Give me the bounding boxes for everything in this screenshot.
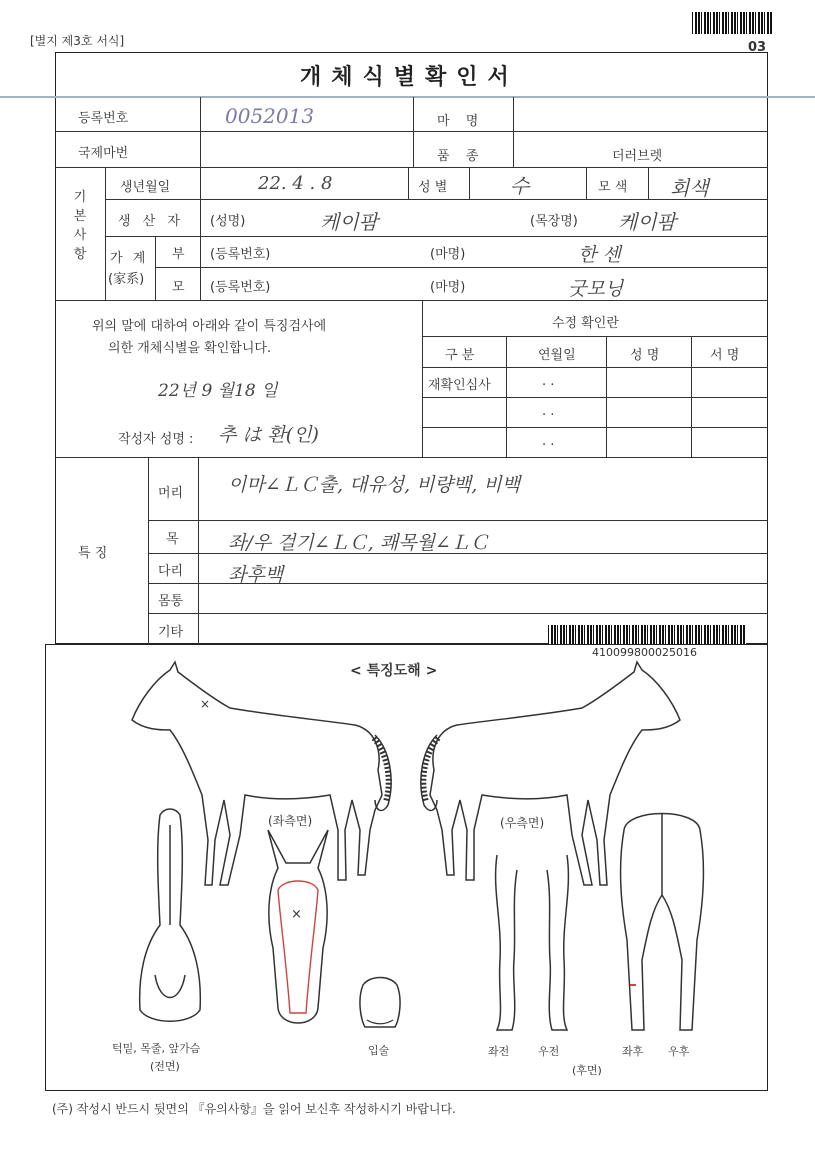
- sire-name-value: 한 센: [578, 244, 621, 266]
- head-features-value: 이마∠ＬＣ출, 대유성, 비량백, 비백: [228, 474, 521, 496]
- front-view-caption: (전면): [150, 1060, 180, 1073]
- horse-lip-icon: [355, 975, 405, 1035]
- form-number: [별지 제3호 서식]: [30, 34, 125, 48]
- leg-label: 다리: [158, 564, 184, 579]
- farm-value: 케이팜: [618, 210, 676, 234]
- neck-features-value: 좌/우 걸기∠ＬＣ, 쾌목월∠ＬＣ: [228, 532, 489, 554]
- intl-no-label: 국제마번: [78, 146, 129, 161]
- other-label: 기타: [158, 625, 184, 640]
- dam-reg-label: (등록번호): [210, 280, 271, 295]
- revision-title: 수정 확인란: [552, 316, 619, 331]
- farm-label: (목장명): [530, 214, 578, 229]
- reg-no-label: 등록번호: [78, 111, 129, 126]
- recheck-row-label: 재확인심사: [428, 378, 491, 393]
- front-caption: 턱밑, 목줄, 앞가슴: [112, 1042, 201, 1055]
- features-barcode: [548, 625, 746, 645]
- leg-features-value: 좌후백: [228, 564, 284, 586]
- lineage-hanja: (家系): [108, 272, 145, 287]
- top-barcode: [692, 12, 772, 34]
- sex-value: 수: [510, 174, 530, 198]
- recheck-date-1: . .: [542, 374, 555, 389]
- owner-name-label: (성명): [210, 214, 246, 229]
- dam-name-label: (마명): [430, 280, 466, 295]
- fore-left-caption: 좌전: [488, 1045, 510, 1058]
- sire-reg-label: (등록번호): [210, 247, 271, 262]
- writer-label: 작성자 성명 :: [118, 432, 194, 447]
- scan-line: [0, 96, 815, 98]
- col-type: 구 분: [445, 348, 475, 363]
- birth-label: 생년월일: [120, 180, 171, 195]
- horse-face-icon: [258, 828, 338, 1038]
- footer-note: (주) 작성시 반드시 뒷면의 『유의사항』을 읽어 보신후 작성하시기 바랍니다.: [52, 1102, 456, 1116]
- barcode-number: 410099800025016: [592, 646, 697, 659]
- color-value: 회색: [670, 176, 709, 200]
- neck-label: 목: [166, 532, 179, 547]
- recheck-date-3: . .: [542, 434, 555, 449]
- diagram-title: < 특징도해 >: [350, 663, 438, 679]
- lip-caption: 입술: [368, 1044, 390, 1057]
- sire-name-label: (마명): [430, 247, 466, 262]
- col-sign: 서 명: [710, 348, 740, 363]
- hind-right-caption: 우후: [668, 1045, 690, 1058]
- svg-text:×: ×: [291, 907, 302, 922]
- reg-no-value: 0052013: [225, 104, 315, 128]
- left-side-caption: (좌측면): [268, 814, 313, 828]
- sex-label: 성 별: [418, 180, 448, 195]
- fore-right-caption: 우전: [538, 1045, 560, 1058]
- confirm-text-1: 위의 말에 대하여 아래와 같이 특징검사에: [92, 319, 327, 334]
- confirm-date: 22년 9 월18 일: [158, 381, 278, 401]
- sire-label: 부: [172, 247, 185, 262]
- recheck-date-2: . .: [542, 404, 555, 419]
- basic-section-label: 기 본 사 항: [73, 190, 87, 262]
- horse-front-neck-icon: [130, 805, 210, 1035]
- hind-left-caption: 좌후: [622, 1045, 644, 1058]
- owner-name-value: 케이팜: [320, 210, 378, 234]
- page-code: 03: [748, 40, 767, 55]
- color-label: 모 색: [598, 180, 628, 195]
- features-section-label: 특 징: [78, 546, 108, 561]
- writer-signature: 추 は 환(인): [218, 424, 319, 446]
- rear-caption: (후면): [572, 1064, 602, 1077]
- col-name: 성 명: [630, 348, 660, 363]
- producer-label: 생 산 자: [118, 214, 184, 229]
- lineage-label: 가 계: [110, 251, 149, 266]
- horse-rear-icon: [612, 800, 712, 1035]
- dam-name-value: 굿모닝: [568, 278, 624, 300]
- horse-forelegs-icon: [482, 850, 582, 1035]
- dam-label: 모: [172, 280, 185, 295]
- document-title: 개체식별확인서: [300, 65, 519, 90]
- head-label: 머리: [158, 486, 184, 501]
- breed-label: 품 종: [437, 149, 485, 164]
- breed-value: 더러브렛: [612, 149, 663, 164]
- svg-text:×: ×: [200, 697, 211, 711]
- body-label: 몸통: [158, 594, 184, 609]
- birth-value: 22. 4 . 8: [258, 173, 333, 194]
- horse-name-label: 마 명: [437, 114, 485, 129]
- confirm-text-2: 의한 개체식별을 확인합니다.: [108, 341, 272, 356]
- right-side-caption: (우측면): [500, 816, 545, 830]
- col-date: 연월일: [538, 348, 576, 363]
